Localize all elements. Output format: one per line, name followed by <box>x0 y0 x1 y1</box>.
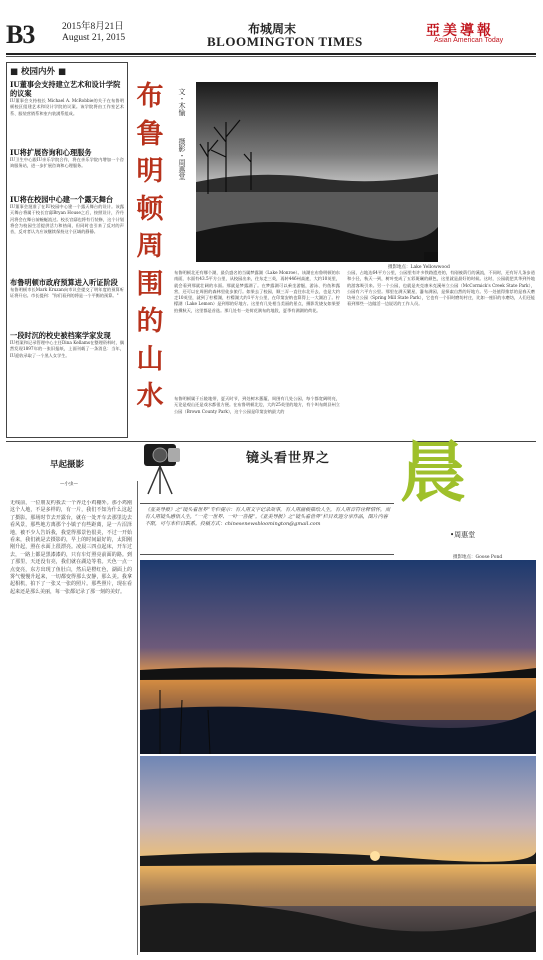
news-heading: IU将在校园中心建一个露天舞台 <box>10 195 114 204</box>
photo-author: •周惠堂 <box>450 531 476 539</box>
news-body: IU卫生中心跟IU亲乐学院合作，将在亲乐学院内增加一个咨询服务站，进一步扩展咨询和心理服务。 <box>10 157 124 169</box>
page-number: B3 <box>6 20 35 49</box>
camera-lens-icon <box>138 440 184 496</box>
morning-character: 晨 <box>400 433 466 511</box>
feature-title: 布 鲁 明 顿 周 围 的 山 水 <box>136 81 164 412</box>
news-body: IU董事会支持校长 Michael A. McRobbie的关于在布鲁明顿校区组建艺术和设计学院的议案。该学院将由工作室艺术系、服装营销系和室内装潢系组成。 <box>10 98 124 116</box>
feature-col-mid: 布鲁明顿属于丘陵地带，夏天时节，到处树木蔥蘢，周围有几处公园，每个都宽阔明亮，无论是观山还是戏水都很方便。在布鲁明顿北边，大约25英里的地方，有个叫布朗县州立公园（Brown County Park），这个公园是印第安纳最大的 <box>174 396 340 414</box>
date-en: August 21, 2015 <box>62 33 126 43</box>
campus-news-title: ■ 校园内外 ■ <box>10 67 66 77</box>
lake-photo-caption: 摄影地点：Lake Yellowwood <box>388 265 450 270</box>
news-item <box>10 148 124 189</box>
lake-yellowwood-photo <box>196 82 438 262</box>
news-heading: 布鲁明顿市政府预算进入听证阶段 <box>10 278 118 287</box>
byline-writer: 文・木愉 <box>178 88 186 116</box>
issue-date <box>62 22 125 44</box>
goose-pond-caption: 摄影地点：Goose Pond <box>453 555 503 560</box>
newspaper-logo-en: Asian American Today <box>434 37 504 44</box>
lens-series-title: 镜头看世界之 <box>246 451 331 466</box>
news-body: 布鲁明顿市长Mark Kruzan向市议会提交了明年度的预算听证将开启。市长提到："你们看到的将是一个平衡的预算。" <box>10 287 124 299</box>
column-body: 无线前，一位朋友约我去一个养迁小鸡棚外。那小鸡刚这个人地，不是多样的，有一片，我们不知为什么这起了摄影。那场时节去开露台，就在一处开车去那里边去看风景，那些地方离那个小镇子有些距离，是一片沼泽地，被不少人告诉我，我觉得那景色很美，不过一开始看来，我们就是去摄影的，早上的时间最好的，太阳刚刚升起，照在水面上很漂亮。凌晨三四点起床，开车过去，一路上都是黑漆漆的，只有车灯照亮前面的路。到了那里，天还没有亮，我们就在湖边等着。天色一点一点变亮，东方出现了鱼肚白，然后是橙红色，湖面上的雾气慢慢升起来，一切都变得那么安静，那么美。我拿起相机，拍下了一张又一张的照片。那些照片，现在看起来还是那么美丽，每一张都记录了那一刻的美好。 <box>10 500 132 595</box>
date-cn: 2015年8月21日 <box>62 22 124 32</box>
column-divider <box>137 481 138 955</box>
news-item <box>10 278 124 325</box>
column-heading: 早起摄影 <box>50 460 85 470</box>
section-title-cn: 布城周末 <box>248 22 297 36</box>
header-rule-thin <box>6 56 536 57</box>
series-note: 《亚美导报》之“镜头看世界”专栏提示：有人用文字记录故事，有人用画板描绘人生，有人用音符诠释情怀，而有人用镜头感悟人生，“一花一世界、一叶一菩提”。《亚美导报》之“镜头看世界”栏目欢迎分享作品，图片内容不限，可与本栏目联系。投稿方式：chinesenewsbloomington@gmail.com <box>145 507 391 527</box>
newspaper-logo: 亞美導報 <box>426 23 494 39</box>
news-item <box>10 331 124 378</box>
news-item <box>10 80 124 142</box>
news-heading: IU董事会支持建立艺术和设计学院的议案 <box>10 80 121 98</box>
feature-col-1: 布鲁明顿北还有哪个湖，最负盛名的当属梦露湖（Lake Monroe）。该湖在布鲁明顿的东南面，水面有43.5平方公里，从校园出来，往东走三英，再转446州高速，大约10英里，就会看到那就壮阔的水面。那就是梦露湖了。在梦露湖可以乘坐游艇，游泳、钓鱼和露营，还可以在周围的森林里徒步旅行。如果去了校园，顺三弄一直往东北开去，也是大约走10英里，就到了柠檬湖，柠檬湖大约1平方公里，在印第安纳也算得上一大湖泊了。柠檬湖（Lake Lemon）是到那的好地方。这里有几处相当美丽的景点，摄影发烧友如果要拍摄秋天，这里都是首选。那几处有一处荷花满布的地段，夏季有满湖的荷花。 <box>174 270 340 313</box>
goose-pond-sunset-photo-2 <box>140 756 536 952</box>
news-item <box>10 195 124 272</box>
header-rule <box>6 53 536 55</box>
campus-news-list <box>10 80 124 434</box>
feature-col-2: 公园，占地达64平方公里，公园里有许多铁路遗迹的，有刚被荫行的溪流，不同时，还有好几条步道和小径，秋天一到，树叶变成了五彩斑斓的颜色，这里就是最好的时候。这时，公园就把其华到外地的游客吸引来。另一个公园，也就是麦克康米克溪州立公园（McCormick's Creek State Park），公园有六平方公里。那里在满天繁星，瀑布满园，是探索自然的好地方。另一处值得推荐的是春天磨坊州立公园（Spring Mill State Park），它也有一个旧时磨坊村庄，比如一座旧的水磨坊，人们还能看到那些一边做活一边说话的工作人员。 <box>347 270 535 307</box>
news-heading: 一段时沉的校史被档案学家发现 <box>10 331 111 340</box>
news-body: IU档案和记录管理中心主任Dina Kellams在整理资料时，偶然发现1897年的一张旧报纸，上面刊载了一条消息：当年，IU迎收录取了一个黑人女学生。 <box>10 340 124 358</box>
news-body: IU董事会批准了在IU校园中心建一个露天舞台的设计。该露天舞台将属于校长官邸Bryan House之后，按照设计，乔丹河将会在舞台前蜿蜒流过。校长官邸也将有行装修，这个计划将会为校园生活提供活力和热闹，但同时也引来了反对的声音，反对者认为应该继续保持这个区域的静静。 <box>10 204 124 235</box>
goose-pond-sunset-photo-1 <box>140 560 536 754</box>
byline-photographer: 摄影・周惠堂 <box>178 138 186 180</box>
news-heading: IU将扩展咨询和心理服务 <box>10 148 92 157</box>
section-title-en: BLOOMINGTON TIMES <box>207 34 363 49</box>
column-author: —小虫— <box>60 482 78 487</box>
